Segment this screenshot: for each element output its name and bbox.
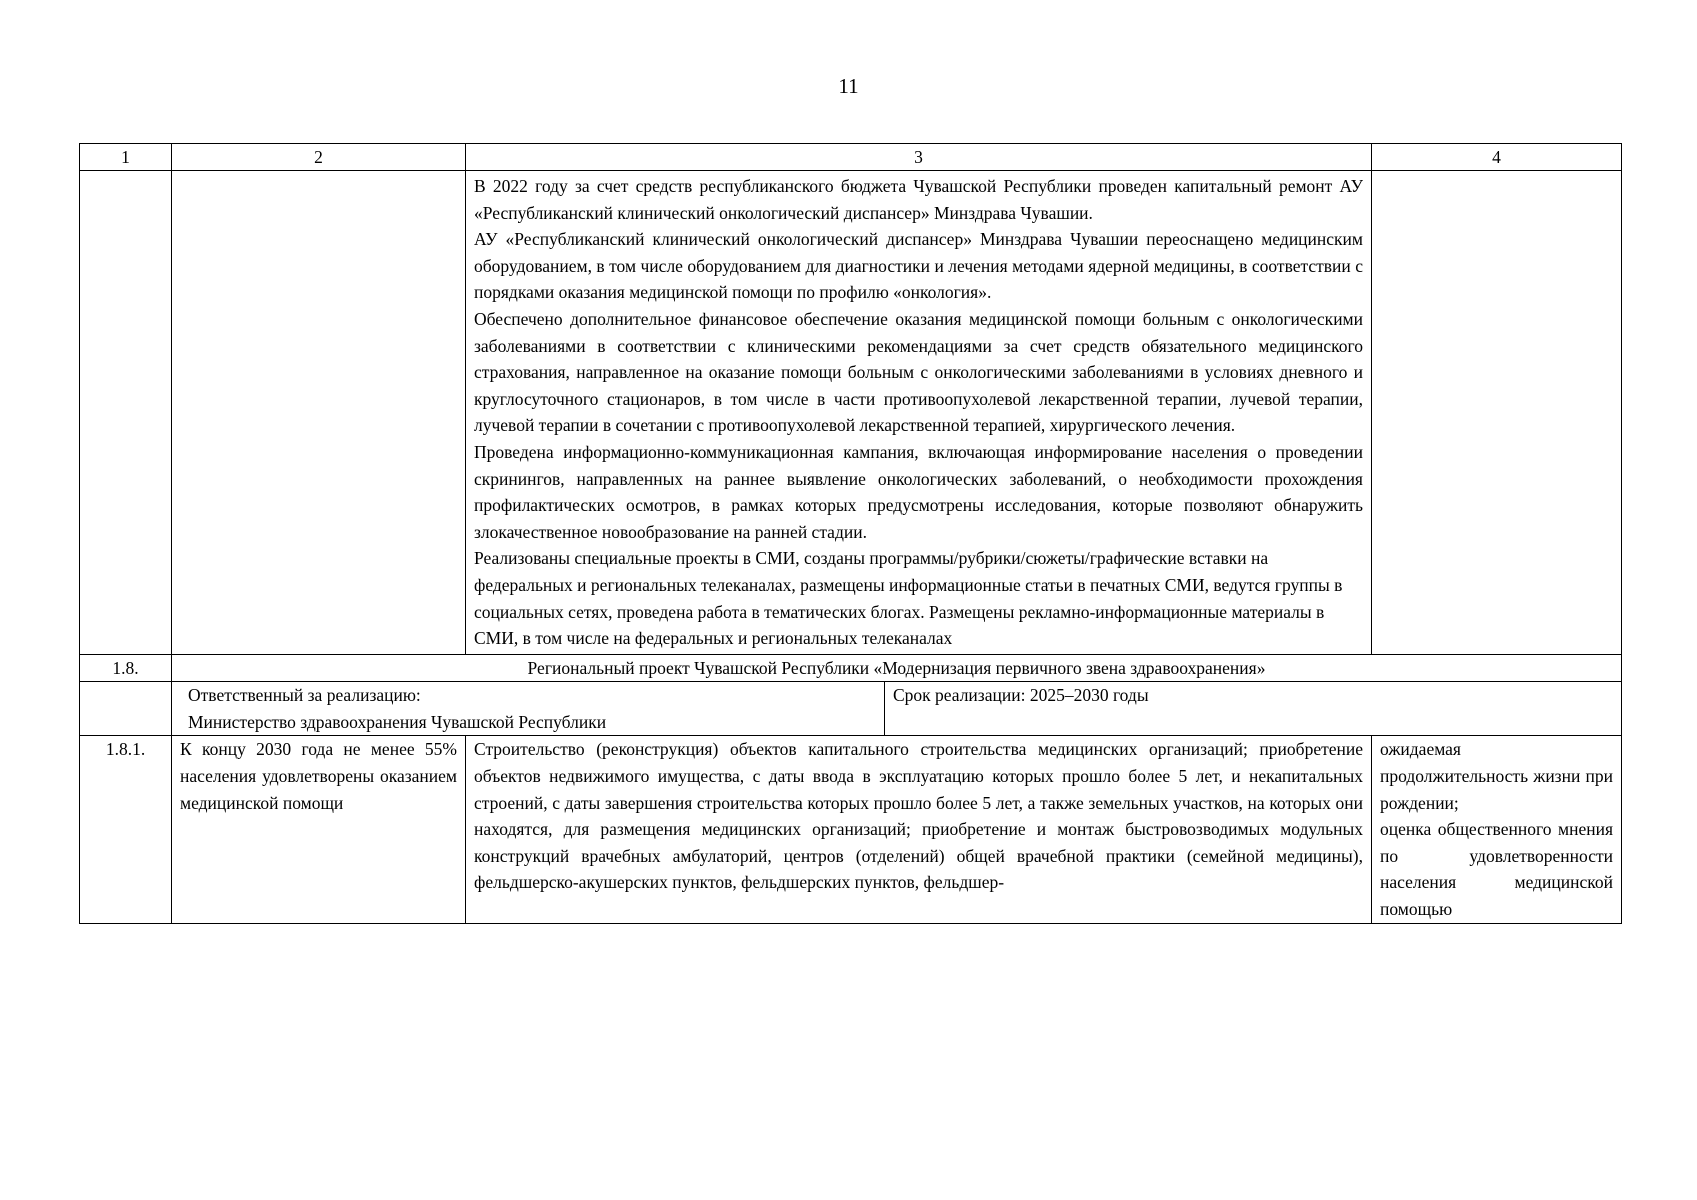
description-text: Строительство (реконструкция) объектов капитального строительства медицинских организаций; приобретение объектов недвижимого имущества, с даты ввода в эксплуатацию которых прошло более 5 лет, и некапитальных строений, с даты завершения строительства которых прошло более 5 лет, а также земельных участков, на которых они находятся, для размещения медицинских организаций; приобретение и монтаж быстровозводимых модульных конструкций врачебных амбулаторий, центров (отделений) общей врачебной практики (семейной медицины), фельдшерско-акушерских пунктов, фельдшерских пунктов, фельдшер- (466, 736, 1372, 923)
indicators-cell (1372, 171, 1622, 655)
column-header-3: 3 (466, 144, 1372, 171)
responsible-label: Ответственный за реализацию: (188, 685, 421, 706)
responsible-block (180, 682, 885, 735)
paragraph-equipment: АУ «Республиканский клинический онкологический диспансер» Минздрава Чувашии переоснащено медицинским оборудованием, в том числе оборудованием для диагностики и лечения методами ядерной медицины, в соответствии с порядками оказания медицинской помощи по профилю «онкология». (474, 229, 1363, 303)
indicator-public-opinion: оценка общественного мнения по удовлетворенности населения медицинской помощью (1380, 819, 1613, 920)
table-row (80, 171, 1622, 655)
section-number: 1.8. (80, 654, 172, 682)
indicator-life-expectancy: ожидаемая продолжительность жизни при рождении; (1380, 739, 1613, 813)
responsible-value: Министерство здравоохранения Чувашской Республики (188, 711, 607, 732)
paragraph-financing: Обеспечено дополнительное финансовое обеспечение оказания медицинской помощи больным с онкологическими заболеваниями в соответствии с клиническими рекомендациями за счет средств обязательного медицинского страхования, направленное на оказание помощи больным с онкологическими заболеваниями в условиях дневного и круглосуточного стационаров, в том числе в части противоопухолевой лекарственной терапии, лучевой терапии, лучевой терапии в сочетании с противоопухолевой лекарственной терапией, хирургического лечения. (474, 308, 1363, 436)
description-cell (466, 171, 1372, 655)
task-text: К концу 2030 года не менее 55% населения удовлетворены оказанием медицинской помощи (172, 736, 466, 923)
section-meta-empty (80, 682, 172, 736)
paragraph-media: Реализованы специальные проекты в СМИ, созданы программы/рубрики/сюжеты/графические вставки на федеральных и региональных телеканалах, размещены информационные статьи в печатных СМИ, ведутся группы в социальных сетях, проведена работа в тематических блогах. Размещены рекламно-информационные материалы в СМИ, в том числе на федеральных и региональных телеканалах (474, 548, 1343, 649)
paragraph-capital-repair: В 2022 году за счет средств республиканского бюджета Чувашской Республики проведен капитальный ремонт АУ «Республиканский клинический онкологический диспансер» Минздрава Чувашии. (474, 176, 1363, 223)
table-row (80, 736, 1622, 923)
table-header-row (80, 144, 1622, 171)
column-header-4: 4 (1372, 144, 1622, 171)
section-title: Региональный проект Чувашской Республики «Модернизация первичного звена здравоохранения» (172, 654, 1622, 682)
column-header-2: 2 (172, 144, 466, 171)
section-meta-cell (172, 682, 1622, 736)
task-cell (172, 171, 466, 655)
implementation-term: Срок реализации: 2025–2030 годы (893, 685, 1149, 706)
section-title-row (80, 654, 1622, 682)
page-number: 11 (838, 74, 859, 98)
program-table (79, 143, 1622, 924)
column-header-1: 1 (80, 144, 172, 171)
paragraph-campaign: Проведена информационно-коммуникационная кампания, включающая информирование населения о проведении скринингов, направленных на раннее выявление онкологических заболеваний, о необходимости прохождения профилактических осмотров, в рамках которых предусмотрены исследования, которые позволяют обнаружить злокачественное новообразование на ранней стадии. (474, 441, 1363, 542)
row-number: 1.8.1. (80, 736, 172, 923)
term-block (885, 682, 1613, 735)
section-meta-row (80, 682, 1622, 736)
row-number-cell (80, 171, 172, 655)
indicators-cell (1372, 736, 1622, 923)
